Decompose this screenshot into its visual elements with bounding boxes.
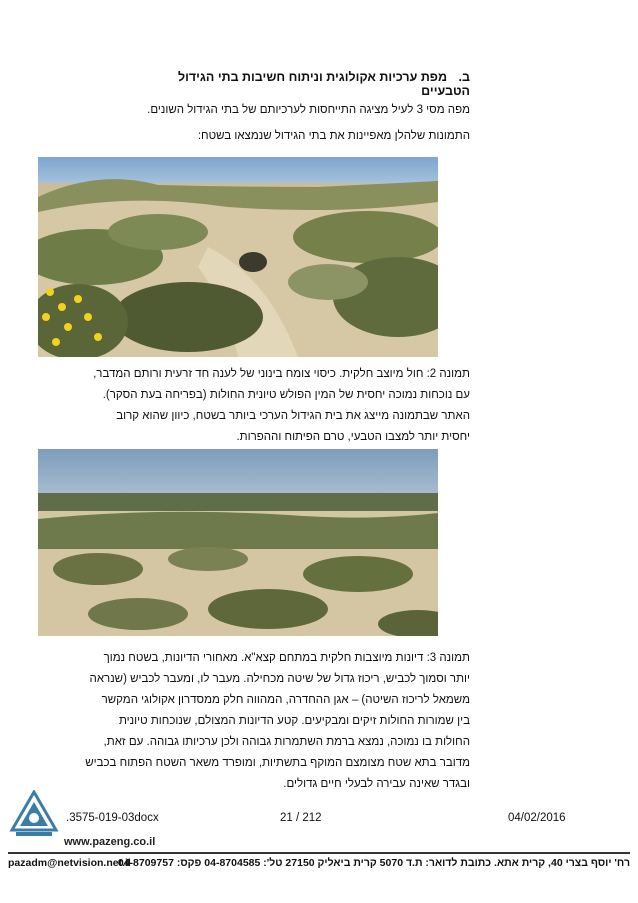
document-id: .3575-019-03docx — [66, 812, 159, 824]
section-number: ב. — [458, 70, 470, 84]
photo-sand-dunes-shrubs — [38, 157, 438, 357]
photo-stabilized-dunes — [38, 449, 438, 636]
caption-line: תמונה 2: חול מיוצב חלקית. כיסוי צומח בינוני של לענה חד זרעית ורותם המדבר, — [93, 368, 470, 380]
paragraph-photos-intro: התמונות שלהלן מאפיינות את בתי הגידול שנמצאו בשטח: — [197, 130, 470, 142]
caption-line: החולות בו נמוכה, נמצא ברמת השתמרות גבוהה ולכן ערכיותו גבוהה. עם זאת, — [103, 736, 470, 748]
paragraph-map-reference: מפה מסי 3 לעיל מציגה התייחסות לערכיותם של בתי הגידול השונים. — [147, 104, 470, 116]
page-number: 21 / 212 — [280, 812, 322, 824]
caption-line: מדובר בתא שטח מצומצם המוקף בתשתיות, ומופרד משאר השטח הפתוח בכביש — [85, 757, 470, 769]
caption-line: עם נוכחות נמוכה יחסית של המין הפולש טיונית החולות (בפריחה בעת הסקר). — [102, 389, 470, 401]
company-logo — [8, 790, 60, 838]
caption-line: יותר וסמוך לכביש, ריכוז גדול של שיטה מכחילה. מעבר לו, ומעבר לכביש (שנראה — [89, 673, 470, 685]
contact-address: רח' יוסף בצרי 40, קרית אתא. כתובת לדואר: ת.ד 5070 קרית ביאליק 27150 טל': 04-8704585 פקס: 04-8709757 — [117, 857, 630, 869]
page-footer — [58, 812, 566, 830]
document-date: 04/02/2016 — [508, 812, 566, 824]
photo-3-caption — [69, 648, 470, 795]
caption-line: יחסית יותר למצבו הטבעי, טרם הפיתוח וההפרות. — [236, 431, 470, 443]
contact-line — [8, 857, 630, 875]
section-heading — [150, 70, 470, 98]
caption-line: תמונה 3: דיונות מיוצבות חלקית במתחם קצא"א. מאחורי הדיונות, בשטח נמוך — [103, 652, 470, 664]
company-website: www.pazeng.co.il — [64, 836, 156, 848]
caption-line: בין שמורות החולות זיקים ומבקיעים. קטע הדיונות המצולם, שנוכחות טיונית — [118, 715, 470, 727]
caption-line: משמאל לריכוז השיטה) – אגן ההחדרה, המהווה חלק ממסדרון אקולוגי המקשר — [101, 694, 470, 706]
photo-2-caption — [69, 364, 470, 448]
footer-divider — [8, 852, 630, 854]
caption-line: ובגדר שאינה עבירה לבעלי חיים גדולים. — [283, 778, 470, 790]
contact-email: pazadm@netvision.net.il — [8, 857, 131, 869]
caption-line: האתר שבתמונה מייצג את בית הגידול הערכי ביותר בשטח, כיוון שהוא קרוב — [116, 410, 470, 422]
section-title: מפת ערכיות אקולוגית וניתוח חשיבות בתי הגידול הטבעיים — [177, 70, 470, 98]
